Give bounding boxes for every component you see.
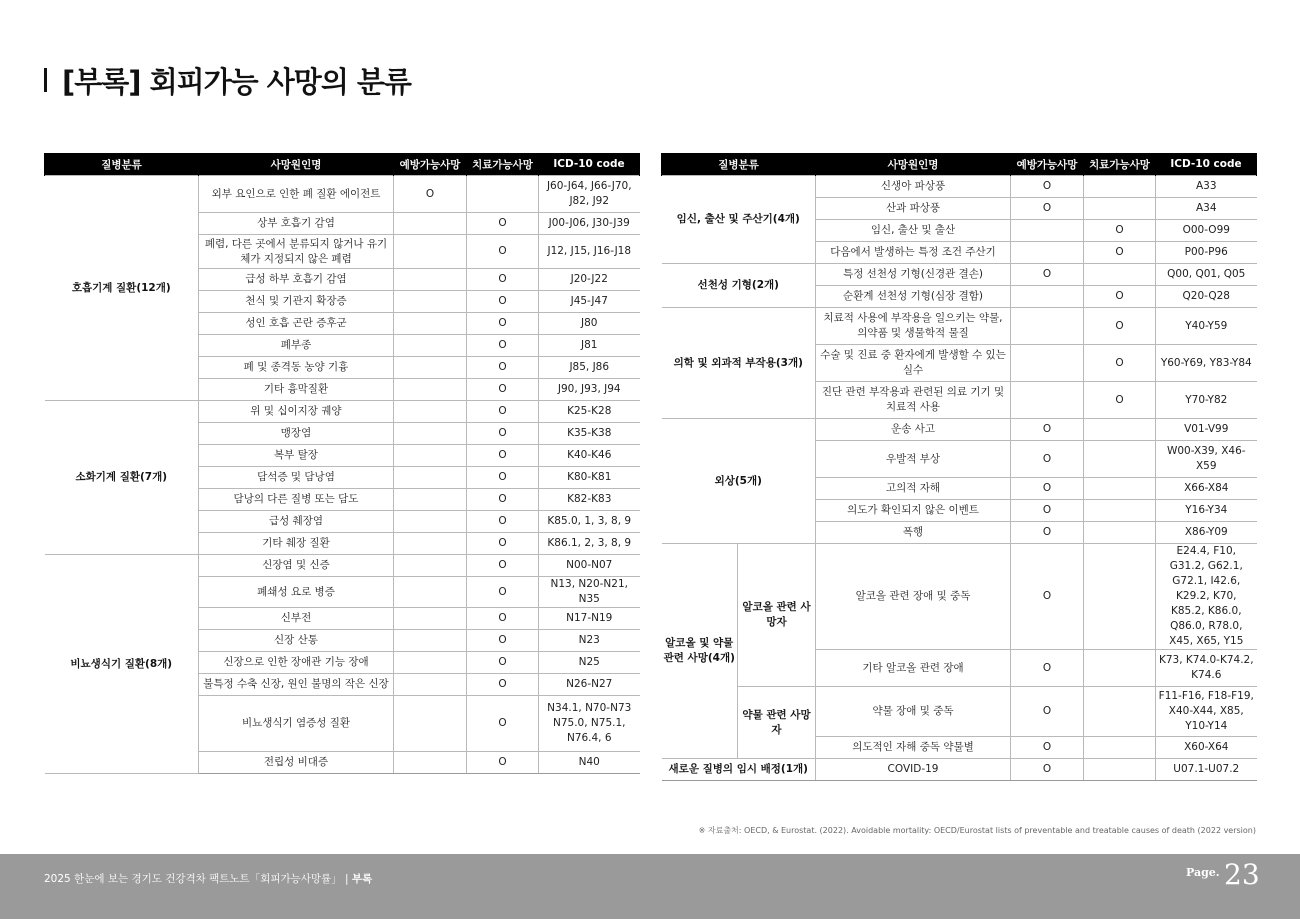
code-cell: Q20-Q28 bbox=[1156, 286, 1257, 308]
group-new-disease: 새로운 질병의 임시 배정(1개) bbox=[662, 759, 816, 781]
treatable-cell: O bbox=[1084, 308, 1156, 345]
treatable-cell bbox=[467, 176, 539, 213]
table-row bbox=[662, 419, 1257, 441]
group-congenital: 선천성 기형(2개) bbox=[662, 264, 816, 308]
header-preventable: 예방가능사망 bbox=[394, 153, 467, 176]
footer-bar bbox=[0, 854, 1300, 919]
header-cause: 사망원인명 bbox=[816, 153, 1011, 176]
treatable-cell: O bbox=[467, 213, 539, 235]
code-cell: K35-K38 bbox=[539, 423, 640, 445]
table-row bbox=[45, 176, 640, 213]
header-category: 질병분류 bbox=[662, 153, 816, 176]
preventable-cell bbox=[394, 696, 467, 752]
header-icd-code: ICD-10 code bbox=[1156, 153, 1257, 176]
preventable-cell: O bbox=[1011, 687, 1084, 737]
code-cell: J45-J47 bbox=[539, 291, 640, 313]
header-treatable: 치료가능사망 bbox=[467, 153, 539, 176]
cause-cell: 담낭의 다른 질병 또는 담도 bbox=[199, 489, 394, 511]
code-cell: X66-X84 bbox=[1156, 478, 1257, 500]
group-digestive: 소화기계 질환(7개) bbox=[45, 401, 199, 555]
treatable-cell: O bbox=[467, 357, 539, 379]
cause-cell: 신부전 bbox=[199, 608, 394, 630]
code-cell: N26-N27 bbox=[539, 674, 640, 696]
preventable-cell: O bbox=[1011, 650, 1084, 687]
code-cell: K82-K83 bbox=[539, 489, 640, 511]
preventable-cell bbox=[394, 608, 467, 630]
preventable-cell bbox=[1011, 242, 1084, 264]
treatable-cell: O bbox=[467, 752, 539, 774]
table-row bbox=[662, 264, 1257, 286]
code-cell: Q00, Q01, Q05 bbox=[1156, 264, 1257, 286]
code-cell: Y70-Y82 bbox=[1156, 382, 1257, 419]
code-cell: N00-N07 bbox=[539, 555, 640, 577]
treatable-cell: O bbox=[467, 467, 539, 489]
preventable-cell bbox=[394, 423, 467, 445]
code-cell: N25 bbox=[539, 652, 640, 674]
preventable-cell bbox=[394, 511, 467, 533]
treatable-cell bbox=[1084, 441, 1156, 478]
cause-cell: 전립성 비대증 bbox=[199, 752, 394, 774]
preventable-cell: O bbox=[1011, 544, 1084, 650]
cause-cell: 담석증 및 담낭염 bbox=[199, 467, 394, 489]
treatable-cell: O bbox=[467, 652, 539, 674]
footer-title: 2025 한눈에 보는 경기도 건강격차 팩트노트「회피가능사망률」 | bbox=[44, 873, 349, 885]
treatable-cell bbox=[1084, 522, 1156, 544]
treatable-cell bbox=[1084, 176, 1156, 198]
table-row bbox=[45, 401, 640, 423]
cause-cell: COVID-19 bbox=[816, 759, 1011, 781]
preventable-cell bbox=[394, 313, 467, 335]
treatable-cell bbox=[1084, 650, 1156, 687]
cause-cell: 불특정 수축 신장, 원인 불명의 작은 신장 bbox=[199, 674, 394, 696]
cause-cell: 의도가 확인되지 않은 이벤트 bbox=[816, 500, 1011, 522]
code-cell: N40 bbox=[539, 752, 640, 774]
preventable-cell bbox=[394, 379, 467, 401]
treatable-cell: O bbox=[467, 235, 539, 269]
preventable-cell: O bbox=[1011, 419, 1084, 441]
table-row bbox=[662, 687, 1257, 737]
left-classification-table bbox=[44, 153, 640, 774]
cause-cell: 기타 알코올 관련 장애 bbox=[816, 650, 1011, 687]
treatable-cell: O bbox=[1084, 345, 1156, 382]
preventable-cell bbox=[394, 630, 467, 652]
treatable-cell bbox=[1084, 419, 1156, 441]
code-cell: O00-O99 bbox=[1156, 220, 1257, 242]
cause-cell: 위 및 십이지장 궤양 bbox=[199, 401, 394, 423]
preventable-cell bbox=[394, 752, 467, 774]
cause-cell: 임신, 출산 및 출산 bbox=[816, 220, 1011, 242]
cause-cell: 특정 선천성 기형(신경관 결손) bbox=[816, 264, 1011, 286]
treatable-cell: O bbox=[467, 533, 539, 555]
preventable-cell: O bbox=[1011, 522, 1084, 544]
cause-cell: 신장으로 인한 장애관 기능 장애 bbox=[199, 652, 394, 674]
cause-cell: 수술 및 진료 중 환자에게 발생할 수 있는 실수 bbox=[816, 345, 1011, 382]
title-accent-bar bbox=[44, 68, 47, 92]
right-classification-table bbox=[661, 153, 1257, 781]
code-cell: N17-N19 bbox=[539, 608, 640, 630]
cause-cell: 성인 호흡 곤란 증후군 bbox=[199, 313, 394, 335]
code-cell: K73, K74.0-K74.2, K74.6 bbox=[1156, 650, 1257, 687]
preventable-cell bbox=[394, 533, 467, 555]
preventable-cell bbox=[394, 235, 467, 269]
code-cell: J90, J93, J94 bbox=[539, 379, 640, 401]
treatable-cell bbox=[1084, 737, 1156, 759]
table-row bbox=[662, 759, 1257, 781]
code-cell: X60-X64 bbox=[1156, 737, 1257, 759]
treatable-cell bbox=[1084, 759, 1156, 781]
treatable-cell: O bbox=[467, 423, 539, 445]
cause-cell: 폐렴, 다른 곳에서 분류되지 않거나 유기체가 지정되지 않은 폐렴 bbox=[199, 235, 394, 269]
treatable-cell: O bbox=[467, 269, 539, 291]
preventable-cell bbox=[394, 357, 467, 379]
cause-cell: 폐부종 bbox=[199, 335, 394, 357]
preventable-cell bbox=[394, 445, 467, 467]
treatable-cell: O bbox=[467, 313, 539, 335]
treatable-cell bbox=[1084, 478, 1156, 500]
footer-publication bbox=[44, 871, 372, 886]
treatable-cell: O bbox=[467, 674, 539, 696]
header-treatable: 치료가능사망 bbox=[1084, 153, 1156, 176]
table-row bbox=[45, 555, 640, 577]
cause-cell: 외부 요인으로 인한 폐 질환 에이전트 bbox=[199, 176, 394, 213]
group-perinatal: 임신, 출산 및 주산기(4개) bbox=[662, 176, 816, 264]
preventable-cell bbox=[1011, 382, 1084, 419]
preventable-cell: O bbox=[1011, 737, 1084, 759]
code-cell: K86.1, 2, 3, 8, 9 bbox=[539, 533, 640, 555]
code-cell: J80 bbox=[539, 313, 640, 335]
code-cell: K80-K81 bbox=[539, 467, 640, 489]
header-icd-code: ICD-10 code bbox=[539, 153, 640, 176]
cause-cell: 폐 및 종격동 농양 기흉 bbox=[199, 357, 394, 379]
treatable-cell: O bbox=[467, 291, 539, 313]
page-title: [부록] 회피가능 사망의 분류 bbox=[62, 65, 411, 99]
preventable-cell bbox=[394, 401, 467, 423]
cause-cell: 맹장염 bbox=[199, 423, 394, 445]
cause-cell: 천식 및 기관지 확장증 bbox=[199, 291, 394, 313]
page-number: 23 bbox=[1224, 858, 1260, 891]
code-cell: J85, J86 bbox=[539, 357, 640, 379]
preventable-cell: O bbox=[394, 176, 467, 213]
treatable-cell bbox=[1084, 198, 1156, 220]
treatable-cell bbox=[1084, 544, 1156, 650]
code-cell: K25-K28 bbox=[539, 401, 640, 423]
code-cell: E24.4, F10, G31.2, G62.1, G72.1, I42.6, K29.2, K70, K85.2, K86.0, Q86.0, R78.0, X45, X65, Y15 bbox=[1156, 544, 1257, 650]
treatable-cell bbox=[1084, 500, 1156, 522]
code-cell: K85.0, 1, 3, 8, 9 bbox=[539, 511, 640, 533]
group-injury: 외상(5개) bbox=[662, 419, 816, 544]
treatable-cell: O bbox=[467, 335, 539, 357]
treatable-cell: O bbox=[467, 401, 539, 423]
treatable-cell: O bbox=[1084, 382, 1156, 419]
cause-cell: 기타 췌장 질환 bbox=[199, 533, 394, 555]
code-cell: Y16-Y34 bbox=[1156, 500, 1257, 522]
cause-cell: 고의적 자해 bbox=[816, 478, 1011, 500]
cause-cell: 상부 호흡기 감염 bbox=[199, 213, 394, 235]
preventable-cell bbox=[1011, 308, 1084, 345]
treatable-cell: O bbox=[467, 489, 539, 511]
cause-cell: 비뇨생식기 염증성 질환 bbox=[199, 696, 394, 752]
treatable-cell: O bbox=[467, 511, 539, 533]
preventable-cell: O bbox=[1011, 264, 1084, 286]
treatable-cell: O bbox=[467, 630, 539, 652]
treatable-cell bbox=[1084, 687, 1156, 737]
preventable-cell: O bbox=[1011, 441, 1084, 478]
code-cell: N34.1, N70-N73 N75.0, N75.1, N76.4, 6 bbox=[539, 696, 640, 752]
preventable-cell bbox=[394, 489, 467, 511]
cause-cell: 급성 하부 호흡기 감염 bbox=[199, 269, 394, 291]
header-cause: 사망원인명 bbox=[199, 153, 394, 176]
preventable-cell bbox=[394, 577, 467, 608]
cause-cell: 우발적 부상 bbox=[816, 441, 1011, 478]
cause-cell: 급성 췌장염 bbox=[199, 511, 394, 533]
preventable-cell bbox=[394, 555, 467, 577]
preventable-cell: O bbox=[1011, 500, 1084, 522]
header-category: 질병분류 bbox=[45, 153, 199, 176]
code-cell: N23 bbox=[539, 630, 640, 652]
code-cell: J20-J22 bbox=[539, 269, 640, 291]
preventable-cell bbox=[394, 269, 467, 291]
cause-cell: 다음에서 발생하는 특정 조건 주산기 bbox=[816, 242, 1011, 264]
code-cell: W00-X39, X46-X59 bbox=[1156, 441, 1257, 478]
preventable-cell: O bbox=[1011, 198, 1084, 220]
preventable-cell bbox=[394, 652, 467, 674]
preventable-cell bbox=[394, 467, 467, 489]
code-cell: J81 bbox=[539, 335, 640, 357]
code-cell: Y60-Y69, Y83-Y84 bbox=[1156, 345, 1257, 382]
preventable-cell bbox=[394, 213, 467, 235]
code-cell: U07.1-U07.2 bbox=[1156, 759, 1257, 781]
code-cell: A34 bbox=[1156, 198, 1257, 220]
cause-cell: 신장염 및 신증 bbox=[199, 555, 394, 577]
cause-cell: 폭행 bbox=[816, 522, 1011, 544]
code-cell: J60-J64, J66-J70, J82, J92 bbox=[539, 176, 640, 213]
treatable-cell: O bbox=[467, 379, 539, 401]
table-row bbox=[662, 308, 1257, 345]
preventable-cell bbox=[1011, 345, 1084, 382]
preventable-cell: O bbox=[1011, 176, 1084, 198]
code-cell: N13, N20-N21, N35 bbox=[539, 577, 640, 608]
treatable-cell: O bbox=[467, 608, 539, 630]
footer-section: 부록 bbox=[351, 873, 373, 885]
preventable-cell bbox=[1011, 220, 1084, 242]
code-cell: J00-J06, J30-J39 bbox=[539, 213, 640, 235]
treatable-cell: O bbox=[1084, 242, 1156, 264]
treatable-cell: O bbox=[467, 577, 539, 608]
code-cell: X86-Y09 bbox=[1156, 522, 1257, 544]
cause-cell: 진단 관련 부작용과 관련된 의료 기기 및 치료적 사용 bbox=[816, 382, 1011, 419]
treatable-cell: O bbox=[467, 445, 539, 467]
preventable-cell bbox=[394, 335, 467, 357]
table-header-row bbox=[45, 153, 640, 176]
code-cell: V01-V99 bbox=[1156, 419, 1257, 441]
preventable-cell bbox=[1011, 286, 1084, 308]
cause-cell: 신장 산통 bbox=[199, 630, 394, 652]
subgroup-drug: 약물 관련 사망자 bbox=[738, 687, 816, 759]
code-cell: F11-F16, F18-F19, X40-X44, X85, Y10-Y14 bbox=[1156, 687, 1257, 737]
page-label: Page. bbox=[1186, 866, 1220, 879]
cause-cell: 산과 파상풍 bbox=[816, 198, 1011, 220]
table-header-row bbox=[662, 153, 1257, 176]
group-medical-adverse: 의학 및 외과적 부작용(3개) bbox=[662, 308, 816, 419]
preventable-cell: O bbox=[1011, 478, 1084, 500]
code-cell: J12, J15, J16-J18 bbox=[539, 235, 640, 269]
preventable-cell bbox=[394, 674, 467, 696]
source-note: ※ 자료출처: OECD, & Eurostat. (2022). Avoidable mortality: OECD/Eurostat lists of preventable and treatable causes of death (2022 version) bbox=[698, 826, 1256, 835]
treatable-cell bbox=[1084, 264, 1156, 286]
code-cell: Y40-Y59 bbox=[1156, 308, 1257, 345]
table-row bbox=[662, 176, 1257, 198]
code-cell: A33 bbox=[1156, 176, 1257, 198]
treatable-cell: O bbox=[1084, 286, 1156, 308]
preventable-cell: O bbox=[1011, 759, 1084, 781]
treatable-cell: O bbox=[467, 696, 539, 752]
cause-cell: 복부 탈장 bbox=[199, 445, 394, 467]
code-cell: K40-K46 bbox=[539, 445, 640, 467]
cause-cell: 알코올 관련 장애 및 중독 bbox=[816, 544, 1011, 650]
cause-cell: 신생아 파상풍 bbox=[816, 176, 1011, 198]
treatable-cell: O bbox=[1084, 220, 1156, 242]
group-genitourinary: 비뇨생식기 질환(8개) bbox=[45, 555, 199, 774]
cause-cell: 순환계 선천성 기형(심장 결함) bbox=[816, 286, 1011, 308]
table-row bbox=[662, 544, 1257, 650]
cause-cell: 약물 장애 및 중독 bbox=[816, 687, 1011, 737]
group-alcohol-drug: 알코올 및 약물 관련 사망(4개) bbox=[662, 544, 738, 759]
code-cell: P00-P96 bbox=[1156, 242, 1257, 264]
treatable-cell: O bbox=[467, 555, 539, 577]
group-respiratory: 호흡기계 질환(12개) bbox=[45, 176, 199, 401]
cause-cell: 운송 사고 bbox=[816, 419, 1011, 441]
cause-cell: 폐쇄성 요로 병증 bbox=[199, 577, 394, 608]
header-preventable: 예방가능사망 bbox=[1011, 153, 1084, 176]
cause-cell: 치료적 사용에 부작용을 일으키는 약물, 의약품 및 생물학적 물질 bbox=[816, 308, 1011, 345]
cause-cell: 의도적인 자해 중독 약물별 bbox=[816, 737, 1011, 759]
preventable-cell bbox=[394, 291, 467, 313]
subgroup-alcohol: 알코올 관련 사망자 bbox=[738, 544, 816, 687]
cause-cell: 기타 흉막질환 bbox=[199, 379, 394, 401]
